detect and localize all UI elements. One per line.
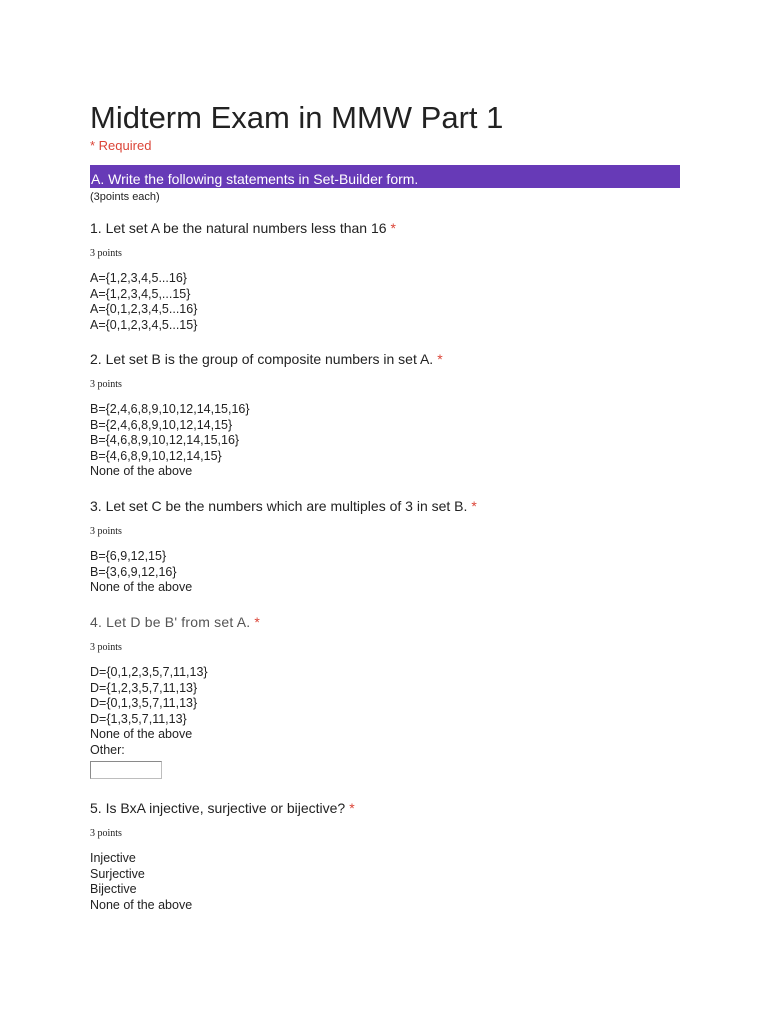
- question-title: [90, 351, 680, 368]
- option-1-c[interactable]: A={0,1,2,3,4,5...16}: [90, 302, 198, 317]
- question-text: 3. Let set C be the numbers which are multiples of 3 in set B.: [90, 498, 468, 514]
- question-points: 3 points: [90, 526, 122, 537]
- required-star: *: [437, 351, 443, 367]
- option-1-b[interactable]: A={1,2,3,4,5,...15}: [90, 286, 191, 301]
- question-1: [90, 220, 680, 333]
- option-4-b[interactable]: D={1,2,3,5,7,11,13}: [90, 680, 198, 695]
- option-5-d[interactable]: None of the above: [90, 897, 193, 912]
- question-text: 2. Let set B is the group of composite numbers in set A.: [90, 351, 434, 367]
- question-text: 4. Let D be B' from set A.: [90, 614, 251, 630]
- question-points: 3 points: [90, 379, 122, 390]
- option-4-a[interactable]: D={0,1,2,3,5,7,11,13}: [90, 665, 208, 679]
- option-4-e[interactable]: None of the above: [90, 727, 193, 742]
- option-3-b[interactable]: B={3,6,9,12,16}: [90, 564, 177, 579]
- section-header: A. Write the following statements in Set-Builder form.: [90, 165, 680, 188]
- question-title: [90, 800, 680, 817]
- options-list: [90, 665, 680, 779]
- required-star: *: [471, 498, 477, 514]
- required-star: *: [349, 800, 355, 816]
- option-4-c[interactable]: D={0,1,3,5,7,11,13}: [90, 696, 198, 711]
- options-list: [90, 851, 680, 913]
- option-3-c[interactable]: None of the above: [90, 580, 193, 595]
- question-text: 1. Let set A be the natural numbers less than 16: [90, 220, 387, 236]
- other-text-input[interactable]: [90, 761, 162, 779]
- required-star: *: [390, 220, 396, 236]
- required-star: *: [254, 614, 261, 630]
- question-3: [90, 498, 680, 596]
- option-3-a[interactable]: B={6,9,12,15}: [90, 549, 167, 563]
- option-2-c[interactable]: B={4,6,8,9,10,12,14,15,16}: [90, 433, 240, 448]
- question-points: 3 points: [90, 642, 122, 653]
- required-note: * Required: [90, 138, 152, 153]
- option-2-b[interactable]: B={2,4,6,8,9,10,12,14,15}: [90, 417, 233, 432]
- option-5-c[interactable]: Bijective: [90, 882, 137, 897]
- options-list: [90, 402, 680, 480]
- question-2: [90, 351, 680, 480]
- question-5: [90, 800, 680, 913]
- option-2-d[interactable]: B={4,6,8,9,10,12,14,15}: [90, 448, 222, 463]
- option-4-d[interactable]: D={1,3,5,7,11,13}: [90, 711, 187, 726]
- option-2-a[interactable]: B={2,4,6,8,9,10,12,14,15,16}: [90, 402, 250, 416]
- option-5-b[interactable]: Surjective: [90, 866, 145, 881]
- question-text: 5. Is BxA injective, surjective or bijective?: [90, 800, 346, 816]
- option-5-a[interactable]: Injective: [90, 851, 136, 865]
- question-points: 3 points: [90, 248, 122, 259]
- option-2-e[interactable]: None of the above: [90, 464, 193, 479]
- question-title: [90, 220, 680, 237]
- option-1-a[interactable]: A={1,2,3,4,5...16}: [90, 271, 187, 285]
- option-1-d[interactable]: A={0,1,2,3,4,5...15}: [90, 317, 198, 332]
- question-points: 3 points: [90, 828, 122, 839]
- options-list: [90, 271, 680, 333]
- question-title: [90, 498, 680, 515]
- option-4-other[interactable]: Other:: [90, 742, 125, 757]
- question-title: [90, 614, 680, 631]
- question-4: [90, 614, 680, 779]
- section-description: (3points each): [90, 191, 160, 203]
- form-title: Midterm Exam in MMW Part 1: [90, 100, 504, 135]
- options-list: [90, 549, 680, 596]
